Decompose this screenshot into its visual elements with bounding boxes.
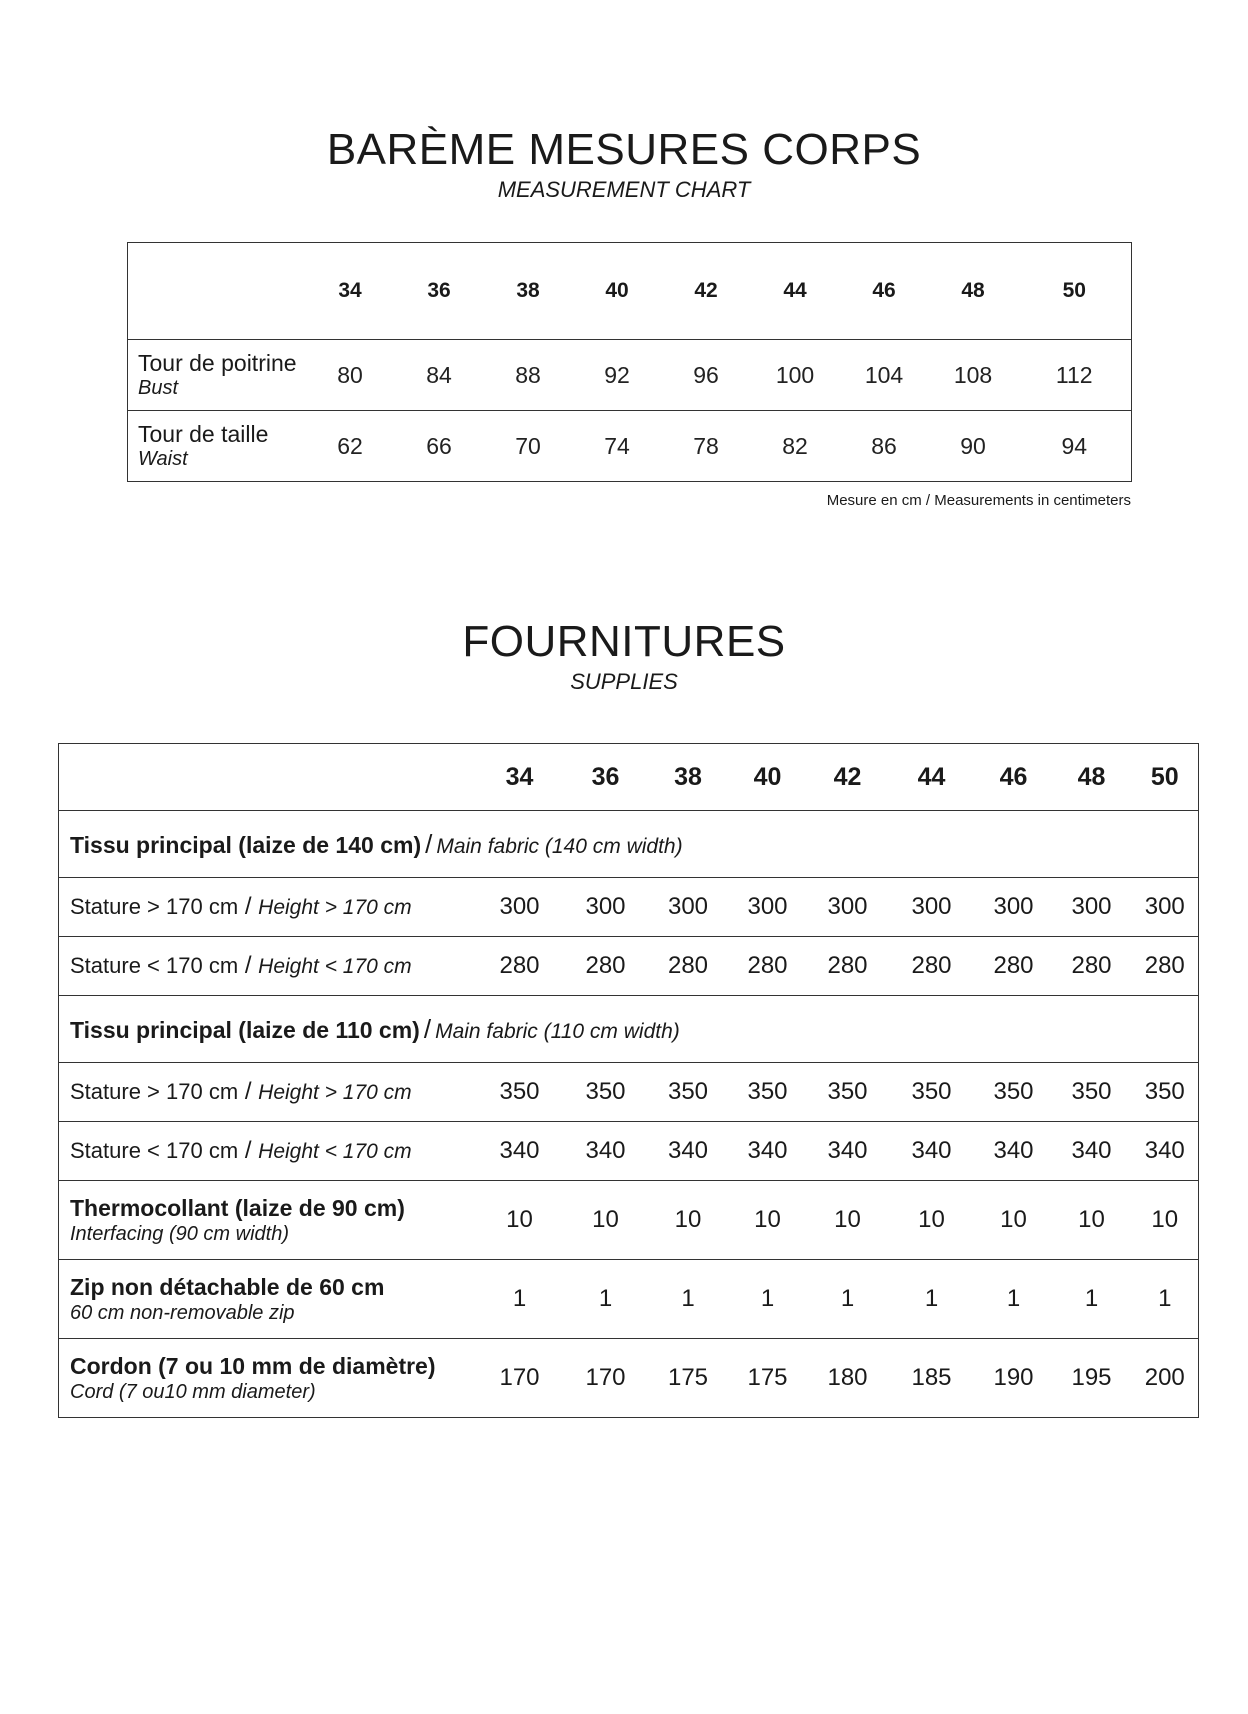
fabric-140-label-en: Main fabric (140 cm width): [436, 834, 683, 858]
fabric-110-short-value: 340: [563, 1122, 649, 1181]
fabric-140-section-label: [59, 811, 1199, 878]
fabric-110-tall-label: Stature > 170 cm / Height > 170 cm: [59, 1063, 477, 1122]
size-header: 34: [306, 243, 395, 340]
measurement-note: Mesure en cm / Measurements in centimeters: [826, 492, 1131, 509]
bust-value: 92: [604, 361, 630, 388]
fabric-110-tall-value: 350: [477, 1063, 563, 1122]
fabric-110-label-en: Main fabric (110 cm width): [435, 1019, 680, 1043]
fabric-140-short-value: 280: [1132, 937, 1199, 996]
fabric-140-tall-value: 300: [1132, 878, 1199, 937]
cord-value: 185: [888, 1339, 976, 1418]
size-header: 50: [1018, 243, 1132, 340]
cord-value: 180: [808, 1339, 888, 1418]
bust-value: 96: [693, 361, 719, 388]
interfacing-value: 10: [563, 1181, 649, 1260]
size-header: 48: [1052, 744, 1132, 811]
fabric-140-short-row: [59, 937, 1199, 996]
fabric-140-tall-value: 300: [1052, 878, 1132, 937]
fabric-110-section-row: [59, 996, 1199, 1063]
size-header: 38: [649, 744, 728, 811]
bust-value: 108: [953, 361, 993, 388]
zip-value: 1: [477, 1260, 563, 1339]
fabric-140-tall-value: 300: [808, 878, 888, 937]
cord-label: [59, 1339, 477, 1418]
zip-value: 1: [563, 1260, 649, 1339]
cord-label-en: Cord (7 ou10 mm diameter): [70, 1381, 316, 1403]
stature-label-fr: Stature > 170 cm: [70, 894, 239, 919]
waist-label: [128, 411, 306, 482]
label-separator: /: [425, 828, 433, 859]
bust-value: 80: [337, 361, 363, 388]
fabric-110-tall-value: 350: [1132, 1063, 1199, 1122]
fabric-110-label-fr: Tissu principal (laize de 110 cm): [70, 1016, 420, 1043]
fabric-110-short-value: 340: [477, 1122, 563, 1181]
size-header: 44: [751, 243, 840, 340]
waist-value: 66: [395, 411, 484, 482]
fabric-110-tall-value: 350: [728, 1063, 808, 1122]
zip-value: 1: [1132, 1260, 1199, 1339]
interfacing-value: 10: [888, 1181, 976, 1260]
fabric-110-section-label: [59, 996, 1199, 1063]
cord-value: 175: [649, 1339, 728, 1418]
fabric-110-tall-value: 350: [649, 1063, 728, 1122]
cord-label-fr: Cordon (7 ou 10 mm de diamètre): [70, 1353, 436, 1379]
waist-value: 70: [484, 411, 573, 482]
stature-label-en: Height > 170 cm: [258, 1081, 412, 1104]
interfacing-label-en: Interfacing (90 cm width): [70, 1223, 289, 1245]
fabric-140-tall-value: 300: [477, 878, 563, 937]
size-header: 36: [395, 243, 484, 340]
stature-label-en: Height < 170 cm: [258, 1140, 412, 1163]
interfacing-value: 10: [976, 1181, 1052, 1260]
size-header: 46: [840, 243, 929, 340]
stature-label-en: Height > 170 cm: [258, 896, 412, 919]
zip-row: [59, 1260, 1199, 1339]
zip-value: 1: [649, 1260, 728, 1339]
waist-row: [128, 411, 1132, 482]
cord-value: 200: [1132, 1339, 1199, 1418]
fabric-110-short-value: 340: [1132, 1122, 1199, 1181]
fabric-140-short-value: 280: [477, 937, 563, 996]
bust-value: 84: [426, 361, 452, 388]
interfacing-row: [59, 1181, 1199, 1260]
fabric-110-short-value: 340: [728, 1122, 808, 1181]
waist-label-fr: Tour de taille: [138, 421, 269, 447]
fabric-140-tall-row: [59, 878, 1199, 937]
zip-value: 1: [976, 1260, 1052, 1339]
bust-label-fr: Tour de poitrine: [138, 350, 297, 376]
waist-value: 78: [662, 411, 751, 482]
bust-row: [128, 340, 1132, 411]
fabric-140-tall-value: 300: [728, 878, 808, 937]
cord-value: 170: [563, 1339, 649, 1418]
zip-value: 1: [888, 1260, 976, 1339]
size-header: 38: [484, 243, 573, 340]
fabric-110-short-row: [59, 1122, 1199, 1181]
waist-value: 90: [929, 411, 1018, 482]
fabric-140-short-value: 280: [649, 937, 728, 996]
interfacing-label: [59, 1181, 477, 1260]
interfacing-value: 10: [808, 1181, 888, 1260]
stature-label-fr: Stature < 170 cm: [70, 1138, 239, 1163]
size-header: 44: [888, 744, 976, 811]
fabric-110-tall-value: 350: [976, 1063, 1052, 1122]
zip-label-en: 60 cm non-removable zip: [70, 1302, 295, 1324]
fabric-140-short-value: 280: [976, 937, 1052, 996]
bust-value: 104: [864, 361, 904, 388]
cord-value: 195: [1052, 1339, 1132, 1418]
fabric-110-short-label: Stature < 170 cm / Height < 170 cm: [59, 1122, 477, 1181]
waist-label-en: Waist: [138, 448, 188, 470]
fabric-110-tall-value: 350: [563, 1063, 649, 1122]
measurement-header-empty: [128, 243, 306, 340]
interfacing-value: 10: [477, 1181, 563, 1260]
fabric-140-tall-label: Stature > 170 cm / Height > 170 cm: [59, 878, 477, 937]
waist-value: 82: [751, 411, 840, 482]
interfacing-value: 10: [1132, 1181, 1199, 1260]
fabric-140-section-row: [59, 811, 1199, 878]
fabric-110-short-value: 340: [649, 1122, 728, 1181]
fabric-140-tall-value: 300: [888, 878, 976, 937]
cord-value: 175: [728, 1339, 808, 1418]
fabric-140-tall-value: 300: [976, 878, 1052, 937]
fabric-140-tall-value: 300: [649, 878, 728, 937]
interfacing-value: 10: [1052, 1181, 1132, 1260]
size-header: 36: [563, 744, 649, 811]
fabric-140-short-label: Stature < 170 cm / Height < 170 cm: [59, 937, 477, 996]
stature-label-fr: Stature > 170 cm: [70, 1079, 239, 1104]
measurement-header-row: [128, 243, 1132, 340]
fabric-110-short-value: 340: [888, 1122, 976, 1181]
cord-value: 190: [976, 1339, 1052, 1418]
interfacing-label-fr: Thermocollant (laize de 90 cm): [70, 1195, 405, 1221]
fabric-140-tall-value: 300: [563, 878, 649, 937]
fabric-110-short-value: 340: [1052, 1122, 1132, 1181]
fabric-140-short-value: 280: [808, 937, 888, 996]
bust-label-en: Bust: [138, 377, 179, 399]
fabric-110-tall-row: [59, 1063, 1199, 1122]
cord-value: 170: [477, 1339, 563, 1418]
size-header: 40: [573, 243, 662, 340]
zip-label-fr: Zip non détachable de 60 cm: [70, 1274, 385, 1300]
bust-value: 100: [775, 361, 815, 388]
waist-value: 86: [840, 411, 929, 482]
supplies-subtitle: SUPPLIES: [570, 669, 678, 694]
fabric-110-tall-value: 350: [1052, 1063, 1132, 1122]
cord-row: [59, 1339, 1199, 1418]
stature-label-en: Height < 170 cm: [258, 955, 412, 978]
fabric-140-short-value: 280: [888, 937, 976, 996]
measurement-heading: [0, 124, 1248, 204]
zip-label: [59, 1260, 477, 1339]
size-header: 46: [976, 744, 1052, 811]
measurement-table: [127, 242, 1132, 482]
waist-value: 94: [1018, 411, 1132, 482]
fabric-140-label-fr: Tissu principal (laize de 140 cm): [70, 831, 422, 858]
size-header: 34: [477, 744, 563, 811]
stature-label-fr: Stature < 170 cm: [70, 953, 239, 978]
waist-value: 74: [573, 411, 662, 482]
measurement-subtitle: MEASUREMENT CHART: [497, 177, 751, 202]
bust-label: [128, 340, 306, 411]
supplies-header-empty: [59, 744, 477, 811]
zip-value: 1: [1052, 1260, 1132, 1339]
zip-value: 1: [808, 1260, 888, 1339]
supplies-header-row: [59, 744, 1199, 811]
size-header: 42: [662, 243, 751, 340]
fabric-110-tall-value: 350: [888, 1063, 976, 1122]
supplies-title: FOURNITURES: [462, 617, 786, 666]
size-header: 50: [1132, 744, 1199, 811]
supplies-table: [58, 743, 1199, 1418]
measurement-title: BARÈME MESURES CORPS: [326, 125, 922, 174]
fabric-110-tall-value: 350: [808, 1063, 888, 1122]
fabric-140-short-value: 280: [1052, 937, 1132, 996]
fabric-140-short-value: 280: [728, 937, 808, 996]
supplies-heading: [0, 616, 1248, 696]
size-header: 48: [929, 243, 1018, 340]
waist-value: 62: [306, 411, 395, 482]
interfacing-value: 10: [728, 1181, 808, 1260]
label-separator: /: [423, 1013, 432, 1044]
interfacing-value: 10: [649, 1181, 728, 1260]
fabric-110-short-value: 340: [976, 1122, 1052, 1181]
size-header: 40: [728, 744, 808, 811]
zip-value: 1: [728, 1260, 808, 1339]
bust-value: 112: [1055, 361, 1093, 388]
fabric-110-short-value: 340: [808, 1122, 888, 1181]
bust-value: 88: [515, 361, 541, 388]
fabric-140-short-value: 280: [563, 937, 649, 996]
size-header: 42: [808, 744, 888, 811]
